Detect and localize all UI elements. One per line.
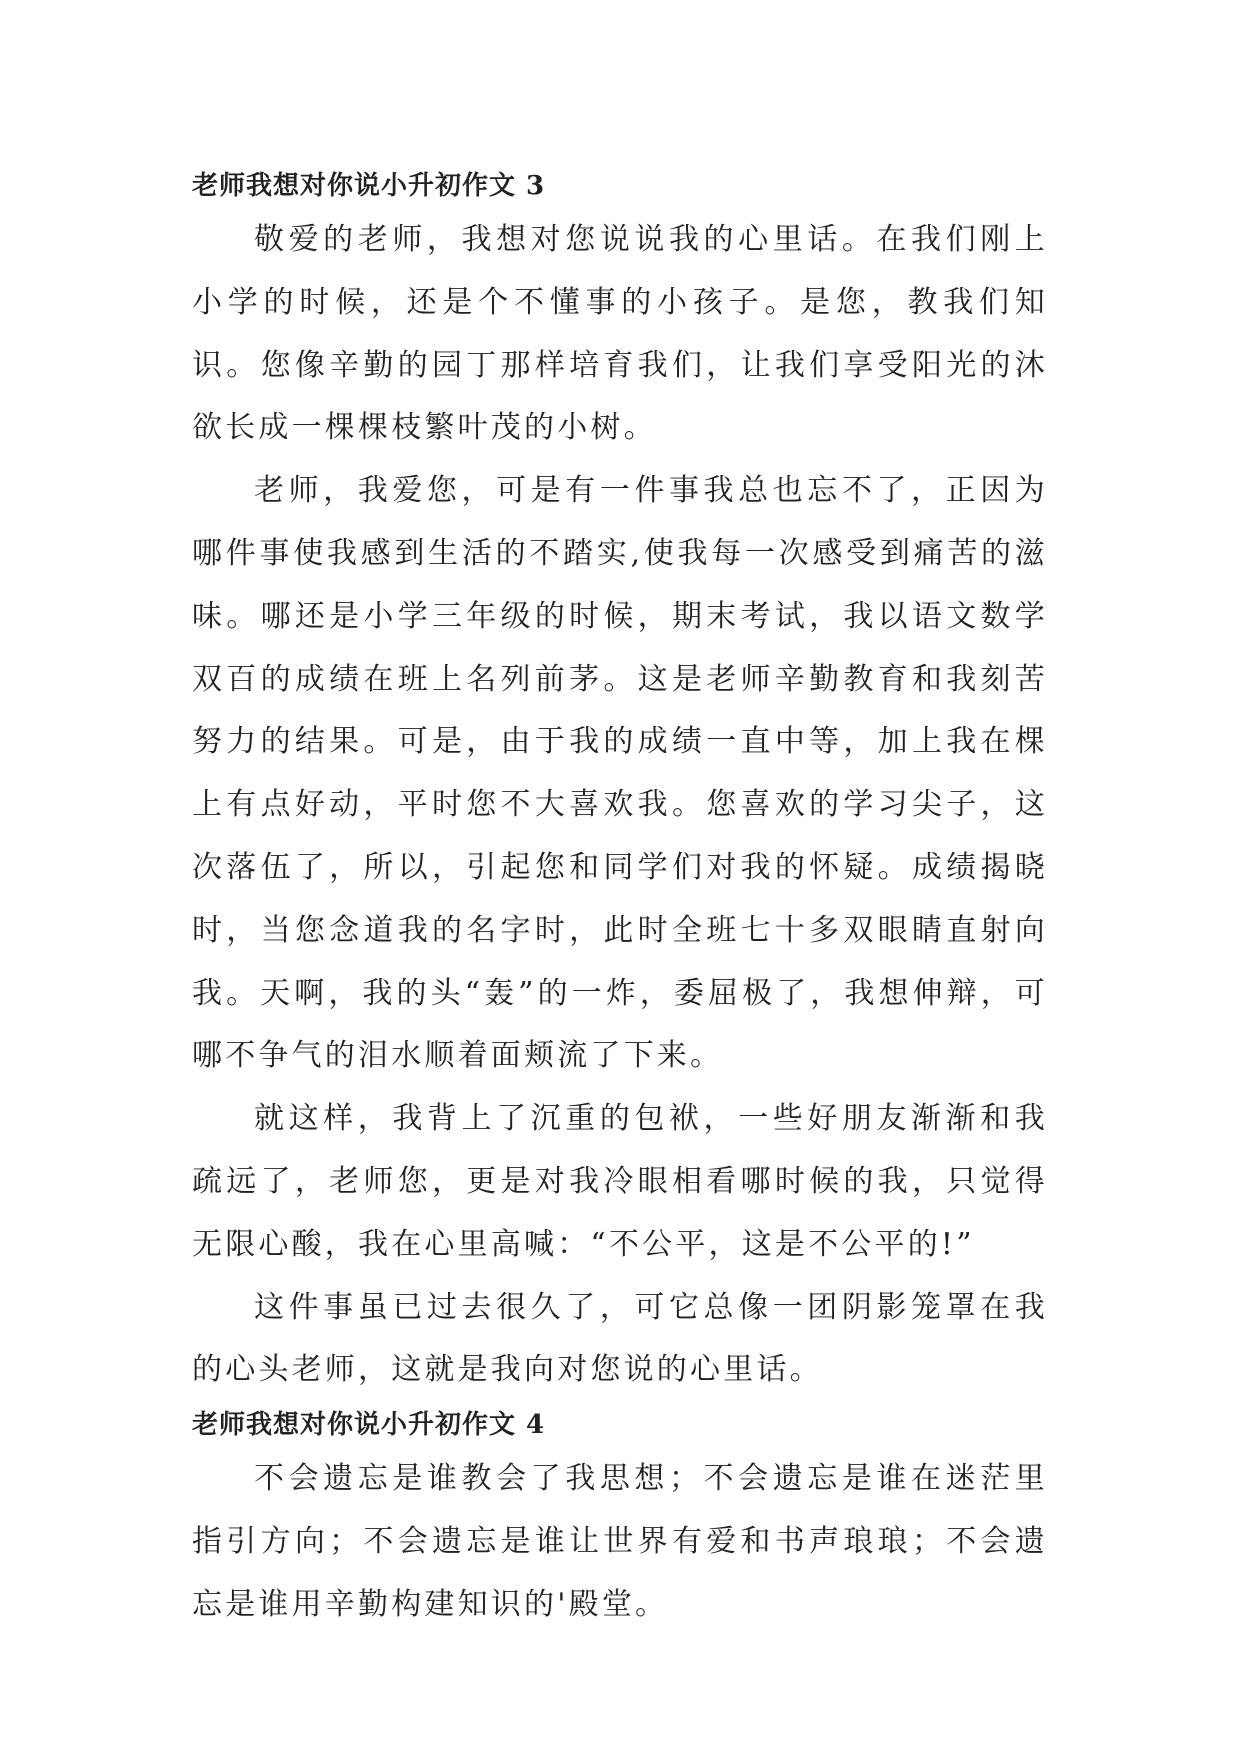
- document-body: [192, 163, 1048, 1637]
- section-heading: 老师我想对你说小升初作文 3: [192, 171, 546, 201]
- paragraph: 不会遗忘是谁教会了我思想；不会遗忘是谁在迷茫里指引方向；不会遗忘是谁让世界有爱和书声琅琅；不会遗忘是谁用辛勤构建知识的'殿堂。: [192, 1461, 1048, 1622]
- section-heading: 老师我想对你说小升初作文 4: [192, 1410, 546, 1441]
- paragraph: 这件事虽已过去很久了，可它总像一团阴影笼罩在我的心头老师，这就是我向对您说的心里话。: [192, 1289, 1048, 1388]
- paragraph: 就这样，我背上了沉重的包袱，一些好朋友渐渐和我疏远了，老师您，更是对我冷眼相看哪时候的我，只觉得无限心酸，我在心里高喊：“不公平，这是不公平的!”: [192, 1101, 1048, 1262]
- paragraph: 敬爱的老师，我想对您说说我的心里话。在我们刚上小学的时候，还是个不懂事的小孩子。是您，教我们知识。您像辛勤的园丁那样培育我们，让我们享受阳光的沐欲长成一棵棵枝繁叶茂的小树。: [192, 222, 1048, 446]
- paragraph: 老师，我爱您，可是有一件事我总也忘不了，正因为哪件事使我感到生活的不踏实,使我每一次感受到痛苦的滋味。哪还是小学三年级的时候，期末考试，我以语文数学双百的成绩在班上名列前茅。这是老师辛勤教育和我刻苦努力的结果。可是，由于我的成绩一直中等，加上我在棵上有点好动，平时您不大喜欢我。您喜欢的学习尖子，这次落伍了，所以，引起您和同学们对我的怀疑。成绩揭晓时，当您念道我的名字时，此时全班七十多双眼睛直射向我。天啊，我的头“轰”的一炸，委屈极了，我想伸辩，可哪不争气的泪水顺着面颊流了下来。: [192, 473, 1048, 1074]
